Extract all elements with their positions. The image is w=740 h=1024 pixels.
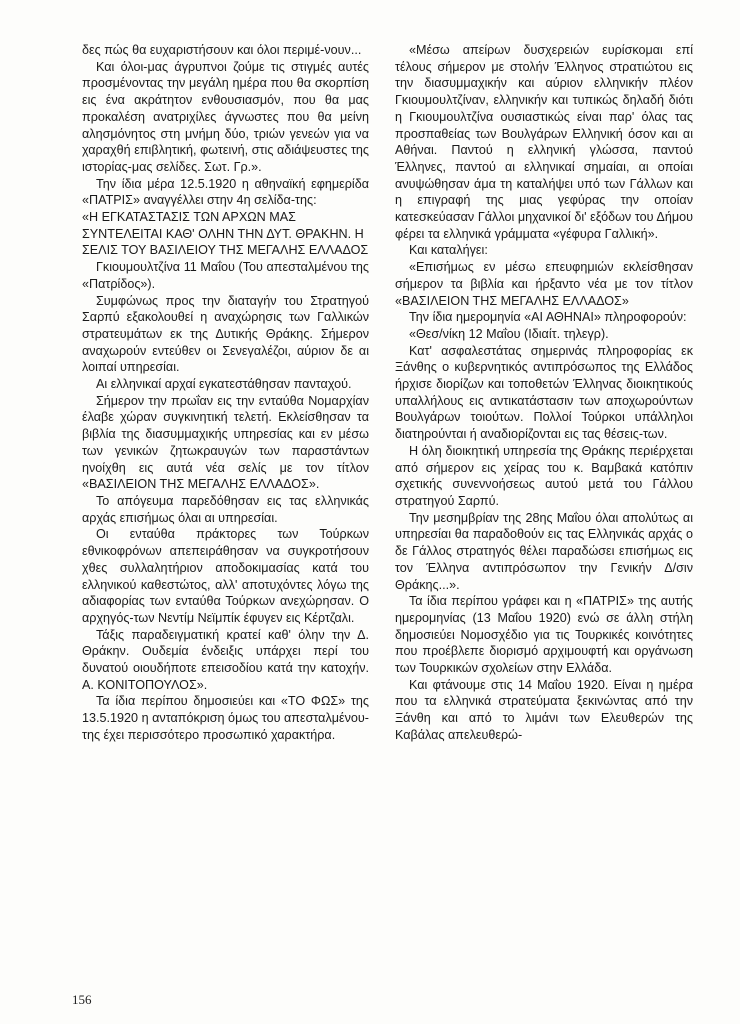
paragraph: «Επισήμως εν μέσω επευφημιών εκλείσθησαν σήμερον τα βιβλία και ήρξαντο νέα με τον τίτλον «ΒΑΣΙΛΕΙΟΝ ΤΗΣ ΜΕΓΑΛΗΣ ΕΛΛΑΔΟΣ»: [395, 260, 693, 308]
paragraph: δες πώς θα ευχαριστήσουν και όλοι περιμέ-νουν...: [82, 43, 362, 57]
paragraph: Γκιουμουλτζίνα 11 Μαΐου (Του απεσταλμένου της «Πατρίδος»).: [82, 260, 369, 291]
paragraph: Και καταλήγει:: [409, 243, 488, 258]
newspaper-headline: «Η ΕΓΚΑΤΑΣΤΑΣΙΣ ΤΩΝ ΑΡΧΩΝ ΜΑΣ ΣΥΝΤΕΛΕΙΤΑΙ ΚΑΘ' ΟΛΗΝ ΤΗΝ ΔΥΤ. ΘΡΑΚΗΝ. Η ΣΕΛΙΣ ΤΟΥ ΒΑΣΙΛΕΙΟΥ ΤΗΣ ΜΕΓΑΛΗΣ ΕΛΛΑΔΟΣ: [82, 210, 369, 258]
paragraph: Η όλη διοικητική υπηρεσία της Θράκης περιέρχεται από σήμερον εις χείρας του κ. Βαμβακά κατόπιν σχετικής συνεννοήσεως αυτού μετά του Γάλλου στρατηγού Σαρπύ.: [395, 443, 693, 508]
paragraph: Την μεσημβρίαν της 28ης Μαΐου όλαι απολύτως αι υπηρεσίαι θα παραδοθούν εις τας Ελληνικάς αρχάς ο δε Γάλλος στρατηγός θέλει παραδώσει επισήμως εις τον Έλληνα αντιπρόσωπον την Γενικήν Δ/σιν Θράκης...».: [395, 510, 693, 592]
paragraph: Τα ίδια περίπου γράφει και η «ΠΑΤΡΙΣ» της αυτής ημερομηνίας (13 Μαΐου 1920) ενώ σε άλλη στήλη δημοσιεύει Νομοσχέδιο για τις Τουρκικές κοινότητες που προέβλεπε διορισμό αρχιμουφτή και οργάνωση των Τουρκικών σχολείων στην Ελλάδα.: [395, 594, 693, 676]
paragraph: Κατ' ασφαλεστάτας σημερινάς πληροφορίας εκ Ξάνθης ο κυβερνητικός αντιπρόσωπος της Ελλάδος ήρχισε διορίζων και τοποθετών Έλληνας διοικητικούς υπαλλήλους εις αντικατάστασιν των αποχωρούντων Βουλγάρων τοιούτων. Πολλοί Τούρκοι υπάλληλοι διατηρούνται ή αναδιορίζονται εις τας θέσεις-των.: [395, 343, 693, 442]
paragraph: «Μέσω απείρων δυσχερειών ευρίσκομαι επί τέλους σήμερον με στολήν Έλληνος στρατιώτου εις την διασυμμαχικήν και αύριον ελληνικήν πλέον Γκιουμουλτζίναν, ελληνικήν και τυπικώς δηλαδή διότι η Γκιουμουλτζίνα ουσιαστικώς είναι παρ' όλας τας προσπαθείας των Βουλγάρων Ελληνική όσον και αι Αθήναι. Παντού η ελληνική γλώσσα, παντού Έλληνες, παντού αι ελληνικαί σημαίαι, αι οποίαι ανυψώθησαν άμα τη καταλήψει υπό των Γάλλων και η επιγραφή της μιας γεφύρας την οποίαν κατεσκεύασαν Γάλλοι μηχανικοί δι' εξόδων του Δήμου φέρει τα ελληνικά γράμματα «γέφυρα Γαλλική».: [395, 43, 693, 241]
paragraph: Οι ενταύθα πράκτορες των Τούρκων εθνικοφρόνων απεπειράθησαν να συγκροτήσουν χθες συλλαλητήριον αποδοκιμασίας κατά του ελληνικού καθεστώτος, αλλ' αποτυχόντες λόγω της αδιαφορίας των ενταύθα Τούρκων ανεχώρησαν. Ο αρχηγός-των Νεντίμ Νεϊμπίκ έφυγεν εις Κέρτζαλι.: [82, 527, 369, 625]
paragraph: Και όλοι-μας άγρυπνοι ζούμε τις στιγμές αυτές προσμένοντας την μεγάλη ημέρα που θα σκορπίση εις ένα ακράτητον ενθουσιασμόν, που θα μας προκαλέση ανατριχίλες άγνωστες που θα μείνη αλησμόνητος στη μνήμη δύο, τριών γενεών για να χαραχθή επιβλητική, φωτεινή, στις αδιάψευστες της ιστορίας-μας σελίδες. Σωτ. Γρ.».: [82, 59, 369, 174]
paragraph: Το απόγευμα παρεδόθησαν εις τας ελληνικάς αρχάς επισήμως όλαι αι υπηρεσίαι.: [82, 493, 369, 525]
paragraph: Σήμερον την πρωΐαν εις την ενταύθα Νομαρχίαν έλαβε χώραν συγκινητική τελετή. Εκλείσθησαν τα βιβλία της διασυμμαχικής υπηρεσίας και εν μέσω των γενικών ζητωκραυγών των παραστάντων ηνοίχθη εις αυτά νέα σελίς με τον τίτλον «ΒΑΣΙΛΕΙΟΝ ΤΗΣ ΜΕΓΑΛΗΣ ΕΛΛΑΔΟΣ».: [82, 393, 369, 492]
paragraph: Τα ίδια περίπου δημοσιεύει και «ΤΟ ΦΩΣ» της 13.5.1920 η ανταπόκριση όμως του απεσταλμένου-της έχει περισσότερο προσωπικό χαρακτήρα.: [82, 694, 369, 742]
paragraph: Αι ελληνικαί αρχαί εγκατεστάθησαν πανταχού.: [96, 377, 352, 392]
paragraph: Την ίδια ημερομηνία «ΑΙ ΑΘΗΝΑΙ» πληροφορούν:: [409, 310, 687, 325]
page-number: 156: [72, 992, 92, 1007]
paragraph: Τάξις παραδειγματική κρατεί καθ' όλην την Δ. Θράκην. Ουδεμία ένδειξις υπάρχει περί του δυνατού οιουδήποτε επεισοδίου κατά την κατοχήν. Α. ΚΟΝΙΤΟΠΟΥΛΟΣ».: [82, 627, 369, 692]
paragraph: Την ίδια μέρα 12.5.1920 η αθηναϊκή εφημερίδα «ΠΑΤΡΙΣ» αναγγέλλει στην 4η σελίδα-της:: [82, 176, 369, 208]
paragraph: Συμφώνως προς την διαταγήν του Στρατηγού Σαρπύ εξακολουθεί η αναχώρησις των Γαλλικών στρατευμάτων εκ της Δυτικής Θράκης. Σήμερον αναχωρούν εντεύθεν οι Σενεγαλέζοι, αύριον δε αι λοιπαί υπηρεσίαι.: [82, 293, 369, 375]
left-column: [82, 42, 369, 744]
paragraph: «Θεσ/νίκη 12 Μαΐου (Ιδιαίτ. τηλεγρ).: [409, 326, 609, 341]
paragraph: Και φτάνουμε στις 14 Μαΐου 1920. Είναι η ημέρα που τα ελληνικά στρατεύματα ξεκινώντας από την Ξάνθη και από το λιμάνι των Ελευθερών της Καβάλας απελευθερώ-: [395, 677, 693, 742]
right-column: [395, 42, 693, 744]
